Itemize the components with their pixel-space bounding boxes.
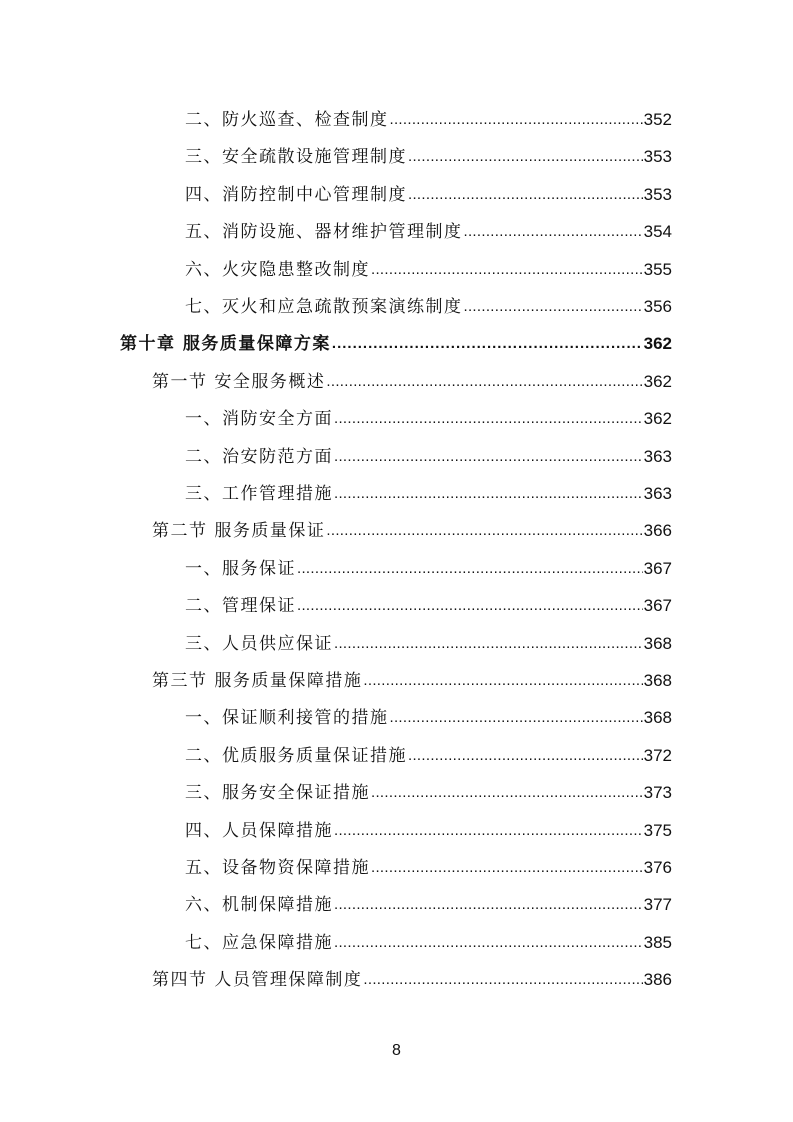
toc-title: 四、消防控制中心管理制度 — [185, 184, 407, 205]
toc-page: 368 — [643, 633, 672, 653]
dot-leader — [371, 857, 643, 879]
toc-item[interactable] — [185, 587, 672, 617]
toc-section[interactable] — [152, 363, 672, 393]
dot-leader — [332, 333, 643, 355]
toc-page: 366 — [643, 521, 672, 541]
dot-leader — [363, 969, 642, 991]
toc-page: 375 — [643, 820, 672, 840]
toc-title: 一、消防安全方面 — [185, 409, 333, 430]
toc-page: 368 — [643, 671, 672, 690]
toc-item[interactable] — [185, 213, 672, 243]
dot-leader — [334, 820, 643, 842]
toc-title: 三、人员供应保证 — [185, 633, 333, 654]
toc-section[interactable] — [152, 961, 672, 991]
toc-page: 363 — [643, 446, 672, 466]
dot-leader — [371, 259, 643, 281]
toc-item[interactable] — [185, 774, 672, 804]
toc-page: 354 — [643, 222, 672, 242]
dot-leader — [334, 483, 643, 505]
toc-title: 六、火灾隐患整改制度 — [185, 259, 370, 280]
toc-page: 352 — [643, 110, 672, 129]
toc-item[interactable] — [185, 475, 672, 505]
toc-title: 第十章 服务质量保障方案 — [120, 334, 331, 355]
page-number: 8 — [392, 1042, 401, 1059]
toc-page: 376 — [643, 858, 672, 877]
toc-item[interactable] — [185, 699, 672, 729]
toc-item[interactable] — [185, 737, 672, 767]
toc-item[interactable] — [185, 251, 672, 281]
toc-item[interactable] — [185, 400, 672, 430]
toc-title: 六、机制保障措施 — [185, 895, 333, 916]
toc-page: 355 — [643, 259, 672, 279]
dot-leader — [464, 221, 643, 243]
dot-leader — [464, 296, 643, 318]
toc-item[interactable] — [185, 138, 672, 168]
toc-page: 353 — [643, 147, 672, 167]
toc-page: 367 — [643, 596, 672, 616]
toc-section[interactable] — [152, 512, 672, 542]
toc-page: 367 — [643, 558, 672, 578]
toc-item[interactable] — [185, 625, 672, 655]
toc-page: 386 — [643, 970, 672, 990]
dot-leader — [334, 932, 643, 954]
dot-leader — [326, 371, 642, 393]
toc-title: 第一节 安全服务概述 — [152, 371, 326, 392]
dot-leader — [334, 894, 643, 916]
toc-page: 363 — [643, 484, 672, 503]
toc-section[interactable] — [152, 662, 672, 692]
toc-item[interactable] — [185, 438, 672, 468]
toc-title: 二、防火巡查、检查制度 — [185, 110, 389, 130]
toc-page: 362 — [643, 334, 672, 354]
toc-page: 353 — [643, 184, 672, 204]
toc-title: 五、设备物资保障措施 — [185, 858, 370, 878]
toc-title: 五、消防设施、器材维护管理制度 — [185, 222, 463, 243]
toc-title: 四、人员保障措施 — [185, 820, 333, 841]
toc-page: 362 — [643, 409, 672, 429]
toc-title: 三、工作管理措施 — [185, 484, 333, 504]
dot-leader — [334, 633, 643, 655]
toc-title: 七、灭火和应急疏散预案演练制度 — [185, 297, 463, 317]
toc-item[interactable] — [185, 849, 672, 879]
toc-title: 三、安全疏散设施管理制度 — [185, 147, 407, 168]
toc-title: 一、服务保证 — [185, 558, 296, 579]
toc-page: 368 — [643, 708, 672, 728]
dot-leader — [408, 146, 643, 168]
toc-page: 356 — [643, 297, 672, 316]
toc-title: 七、应急保障措施 — [185, 932, 333, 953]
toc-page: 372 — [643, 745, 672, 765]
toc-title: 二、优质服务质量保证措施 — [185, 745, 407, 766]
dot-leader — [371, 782, 643, 804]
dot-leader — [334, 446, 643, 468]
dot-leader — [408, 745, 643, 767]
toc-title: 二、治安防范方面 — [185, 446, 333, 467]
toc-title: 第二节 服务质量保证 — [152, 521, 326, 542]
toc-chapter[interactable] — [120, 325, 672, 355]
toc-item[interactable] — [185, 288, 672, 318]
dot-leader — [297, 595, 643, 617]
dot-leader — [363, 670, 642, 692]
dot-leader — [334, 408, 643, 430]
toc-page: 362 — [643, 371, 672, 391]
toc-title: 一、保证顺利接管的措施 — [185, 708, 389, 729]
dot-leader — [390, 109, 643, 131]
dot-leader — [297, 558, 643, 580]
dot-leader — [390, 707, 643, 729]
toc-item[interactable] — [185, 101, 672, 131]
toc-title: 三、服务安全保证措施 — [185, 783, 370, 804]
toc-page: 377 — [643, 895, 672, 915]
toc-page: 373 — [643, 783, 672, 803]
toc-title: 第三节 服务质量保障措施 — [152, 671, 363, 691]
toc-item[interactable] — [185, 924, 672, 954]
toc-item[interactable] — [185, 176, 672, 206]
toc-item[interactable] — [185, 886, 672, 916]
dot-leader — [408, 184, 643, 206]
dot-leader — [326, 520, 642, 542]
toc-title: 二、管理保证 — [185, 596, 296, 617]
toc-item[interactable] — [185, 812, 672, 842]
toc-item[interactable] — [185, 550, 672, 580]
toc-title: 第四节 人员管理保障制度 — [152, 970, 363, 991]
toc-page: 385 — [643, 932, 672, 952]
